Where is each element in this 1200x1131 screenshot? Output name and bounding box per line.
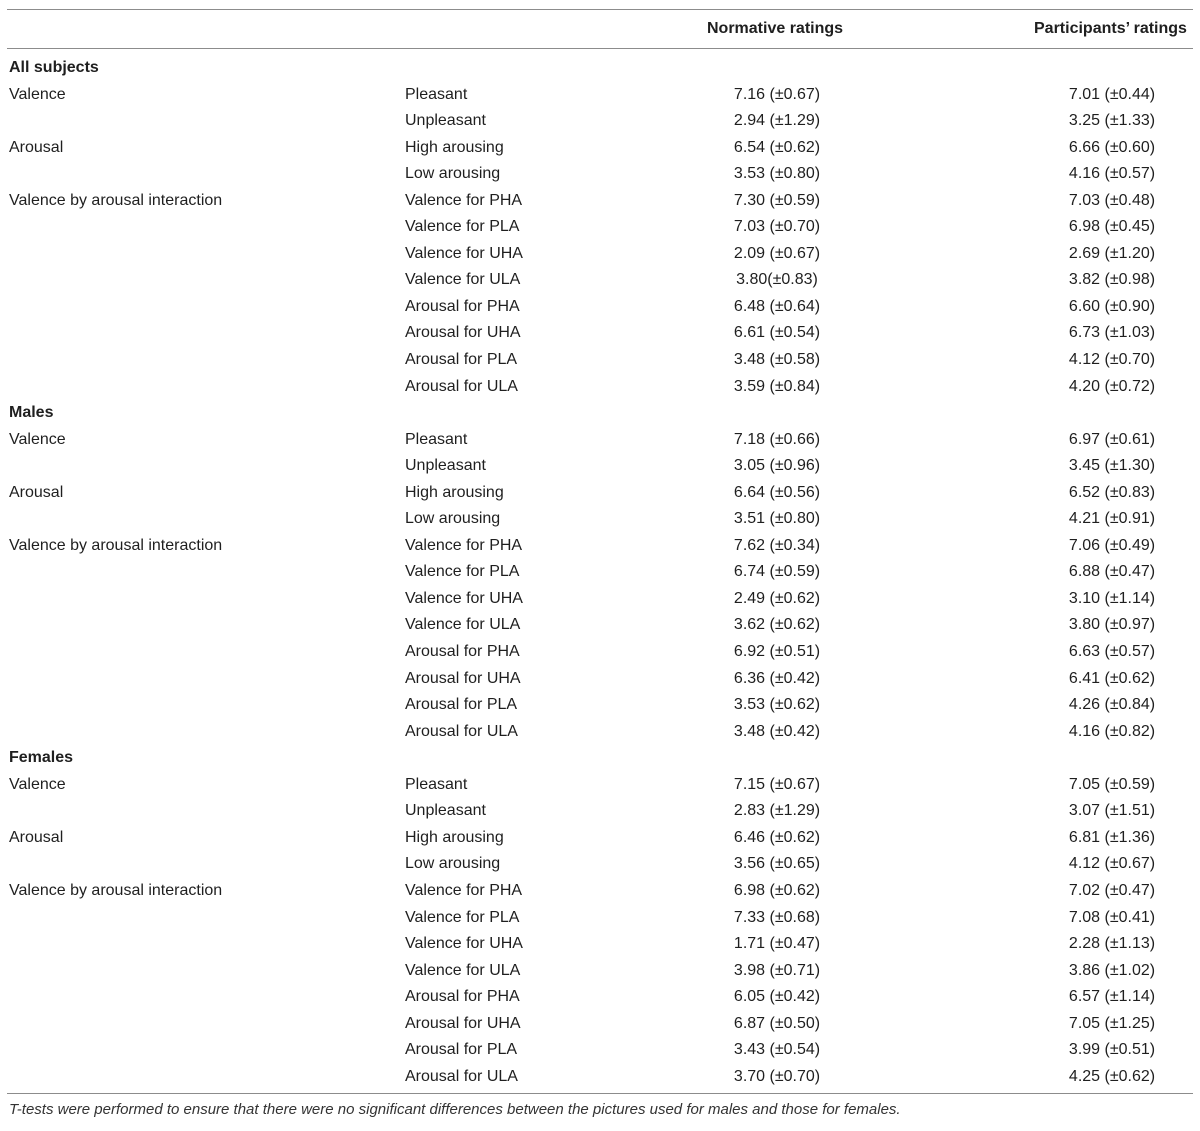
condition-cell: Unpleasant	[405, 112, 486, 130]
normative-value-cell: 3.98 (±0.71)	[733, 961, 821, 979]
condition-cell: Arousal for ULA	[405, 377, 518, 395]
table-row	[0, 161, 1200, 188]
participants-value-cell: 3.10 (±1.14)	[1068, 589, 1156, 607]
condition-cell: Arousal for PHA	[405, 988, 520, 1006]
category-cell: Valence by arousal interaction	[9, 536, 223, 554]
table-row	[0, 267, 1200, 294]
normative-value-cell: 3.80(±0.83)	[736, 271, 818, 289]
condition-cell: Valence for ULA	[405, 271, 521, 289]
category-cell: Arousal	[9, 828, 64, 846]
table-row	[0, 559, 1200, 586]
normative-value-cell: 6.64 (±0.56)	[733, 483, 821, 501]
normative-value-cell: 3.53 (±0.80)	[733, 165, 821, 183]
condition-cell: Pleasant	[405, 430, 468, 448]
table-row	[0, 931, 1200, 958]
condition-cell: Pleasant	[405, 775, 468, 793]
table-row	[0, 241, 1200, 268]
participants-value-cell: 6.88 (±0.47)	[1068, 563, 1156, 581]
table-row	[0, 188, 1200, 215]
normative-value-cell: 3.48 (±0.58)	[733, 351, 821, 369]
condition-cell: Pleasant	[405, 85, 468, 103]
normative-value-cell: 7.18 (±0.66)	[733, 430, 821, 448]
participants-value-cell: 2.69 (±1.20)	[1068, 244, 1156, 262]
table-row	[0, 878, 1200, 905]
condition-cell: Valence for UHA	[405, 935, 523, 953]
table-row	[0, 666, 1200, 693]
participants-value-cell: 6.52 (±0.83)	[1068, 483, 1156, 501]
normative-value-cell: 7.16 (±0.67)	[733, 85, 821, 103]
condition-cell: Arousal for PHA	[405, 297, 520, 315]
table-row	[0, 480, 1200, 507]
condition-cell: Valence for PLA	[405, 908, 520, 926]
table-row	[0, 612, 1200, 639]
category-cell: Valence by arousal interaction	[9, 881, 223, 899]
table-row	[0, 135, 1200, 162]
table-row	[0, 82, 1200, 109]
normative-value-cell: 6.87 (±0.50)	[733, 1014, 821, 1032]
condition-cell: Arousal for UHA	[405, 1014, 521, 1032]
participants-value-cell: 6.97 (±0.61)	[1068, 430, 1156, 448]
normative-value-cell: 6.54 (±0.62)	[733, 138, 821, 156]
table-row	[0, 453, 1200, 480]
normative-value-cell: 3.62 (±0.62)	[733, 616, 821, 634]
condition-cell: Valence for UHA	[405, 589, 523, 607]
normative-value-cell: 3.59 (±0.84)	[733, 377, 821, 395]
participants-value-cell: 2.28 (±1.13)	[1068, 935, 1156, 953]
section-label: All subjects	[9, 59, 99, 76]
normative-value-cell: 6.98 (±0.62)	[733, 881, 821, 899]
table-row	[0, 506, 1200, 533]
normative-value-cell: 2.09 (±0.67)	[733, 244, 821, 262]
table-row	[0, 798, 1200, 825]
normative-value-cell: 3.56 (±0.65)	[733, 855, 821, 873]
condition-cell: Valence for PHA	[405, 536, 523, 554]
table-row	[0, 825, 1200, 852]
participants-value-cell: 3.82 (±0.98)	[1068, 271, 1156, 289]
condition-cell: High arousing	[405, 138, 504, 156]
normative-value-cell: 3.43 (±0.54)	[733, 1041, 821, 1059]
condition-cell: High arousing	[405, 828, 504, 846]
condition-cell: Valence for PHA	[405, 881, 523, 899]
normative-value-cell: 7.33 (±0.68)	[733, 908, 821, 926]
table-row	[0, 851, 1200, 878]
participants-value-cell: 3.45 (±1.30)	[1068, 457, 1156, 475]
table-body	[0, 55, 1200, 1090]
participants-value-cell: 3.86 (±1.02)	[1068, 961, 1156, 979]
normative-value-cell: 6.36 (±0.42)	[733, 669, 821, 687]
table-row	[0, 1064, 1200, 1091]
participants-value-cell: 6.98 (±0.45)	[1068, 218, 1156, 236]
table-footnote: T-tests were performed to ensure that there were no significant differences between the pictures used for males and those for females.	[9, 1101, 901, 1118]
normative-value-cell: 7.03 (±0.70)	[733, 218, 821, 236]
condition-cell: Valence for PHA	[405, 191, 523, 209]
category-cell: Valence	[9, 775, 66, 793]
condition-cell: Arousal for PLA	[405, 1041, 518, 1059]
condition-cell: Unpleasant	[405, 457, 486, 475]
normative-value-cell: 7.62 (±0.34)	[733, 536, 821, 554]
normative-value-cell: 3.53 (±0.62)	[733, 696, 821, 714]
section-heading-row	[0, 55, 1200, 82]
participants-value-cell: 6.60 (±0.90)	[1068, 297, 1156, 315]
participants-value-cell: 3.80 (±0.97)	[1068, 616, 1156, 634]
participants-value-cell: 6.63 (±0.57)	[1068, 643, 1156, 661]
section-label: Males	[9, 404, 54, 422]
condition-cell: Valence for ULA	[405, 961, 521, 979]
normative-value-cell: 2.49 (±0.62)	[733, 589, 821, 607]
normative-value-cell: 3.70 (±0.70)	[733, 1067, 821, 1085]
condition-cell: Valence for PLA	[405, 563, 520, 581]
table-row	[0, 1011, 1200, 1038]
participants-value-cell: 6.66 (±0.60)	[1068, 138, 1156, 156]
table-row	[0, 586, 1200, 613]
table-row	[0, 427, 1200, 454]
condition-cell: Low arousing	[405, 855, 501, 873]
section-label: Females	[9, 749, 74, 767]
condition-cell: Arousal for PLA	[405, 696, 518, 714]
condition-cell: Arousal for ULA	[405, 722, 518, 740]
condition-cell: Unpleasant	[405, 802, 486, 820]
condition-cell: Low arousing	[405, 165, 501, 183]
participants-value-cell: 4.21 (±0.91)	[1068, 510, 1156, 528]
category-cell: Valence by arousal interaction	[9, 191, 223, 209]
table-row	[0, 347, 1200, 374]
condition-cell: Low arousing	[405, 510, 501, 528]
participants-value-cell: 7.08 (±0.41)	[1068, 908, 1156, 926]
normative-value-cell: 3.51 (±0.80)	[733, 510, 821, 528]
table-row	[0, 692, 1200, 719]
table-row	[0, 984, 1200, 1011]
normative-value-cell: 6.61 (±0.54)	[733, 324, 821, 342]
header-rule	[7, 48, 1193, 49]
category-cell: Arousal	[9, 138, 64, 156]
condition-cell: Arousal for PLA	[405, 351, 518, 369]
participants-value-cell: 7.06 (±0.49)	[1068, 536, 1156, 554]
table-row	[0, 719, 1200, 746]
condition-cell: Arousal for UHA	[405, 669, 521, 687]
participants-value-cell: 3.99 (±0.51)	[1068, 1041, 1156, 1059]
participants-value-cell: 7.05 (±0.59)	[1068, 775, 1156, 793]
table-row	[0, 772, 1200, 799]
normative-value-cell: 2.94 (±1.29)	[733, 112, 821, 130]
normative-value-cell: 6.74 (±0.59)	[733, 563, 821, 581]
normative-value-cell: 2.83 (±1.29)	[733, 802, 821, 820]
condition-cell: Arousal for ULA	[405, 1067, 518, 1085]
participants-value-cell: 3.07 (±1.51)	[1068, 802, 1156, 820]
normative-value-cell: 3.48 (±0.42)	[733, 722, 821, 740]
table-row	[0, 214, 1200, 241]
condition-cell: Valence for ULA	[405, 616, 521, 634]
normative-value-cell: 7.15 (±0.67)	[733, 775, 821, 793]
table-header	[0, 10, 1200, 48]
normative-value-cell: 6.92 (±0.51)	[733, 643, 821, 661]
participants-value-cell: 4.12 (±0.67)	[1068, 855, 1156, 873]
normative-value-cell: 1.71 (±0.47)	[733, 935, 821, 953]
category-cell: Valence	[9, 430, 66, 448]
header-participants-ratings: Participants’ ratings	[1034, 20, 1187, 37]
bottom-rule	[7, 1093, 1193, 1094]
table-row	[0, 108, 1200, 135]
normative-value-cell: 6.05 (±0.42)	[733, 988, 821, 1006]
participants-value-cell: 7.01 (±0.44)	[1068, 85, 1156, 103]
table-row	[0, 1037, 1200, 1064]
participants-value-cell: 4.20 (±0.72)	[1068, 377, 1156, 395]
category-cell: Valence	[9, 85, 66, 103]
participants-value-cell: 6.57 (±1.14)	[1068, 988, 1156, 1006]
condition-cell: Valence for UHA	[405, 244, 523, 262]
table-row	[0, 320, 1200, 347]
table-row	[0, 958, 1200, 985]
normative-value-cell: 3.05 (±0.96)	[733, 457, 821, 475]
normative-value-cell: 7.30 (±0.59)	[733, 191, 821, 209]
section-heading-row	[0, 745, 1200, 772]
participants-value-cell: 7.03 (±0.48)	[1068, 191, 1156, 209]
participants-value-cell: 7.05 (±1.25)	[1068, 1014, 1156, 1032]
normative-value-cell: 6.46 (±0.62)	[733, 828, 821, 846]
condition-cell: Valence for PLA	[405, 218, 520, 236]
condition-cell: Arousal for UHA	[405, 324, 521, 342]
participants-value-cell: 6.41 (±0.62)	[1068, 669, 1156, 687]
participants-value-cell: 3.25 (±1.33)	[1068, 112, 1156, 130]
table-row	[0, 639, 1200, 666]
participants-value-cell: 6.73 (±1.03)	[1068, 324, 1156, 342]
normative-value-cell: 6.48 (±0.64)	[733, 297, 821, 315]
participants-value-cell: 4.26 (±0.84)	[1068, 696, 1156, 714]
participants-value-cell: 4.25 (±0.62)	[1068, 1067, 1156, 1085]
header-normative-ratings: Normative ratings	[707, 20, 844, 37]
table-row	[0, 294, 1200, 321]
condition-cell: Arousal for PHA	[405, 643, 520, 661]
participants-value-cell: 4.16 (±0.82)	[1068, 722, 1156, 740]
participants-value-cell: 6.81 (±1.36)	[1068, 828, 1156, 846]
category-cell: Arousal	[9, 483, 64, 501]
participants-value-cell: 4.12 (±0.70)	[1068, 351, 1156, 369]
table-row	[0, 905, 1200, 932]
table-row	[0, 374, 1200, 401]
participants-value-cell: 7.02 (±0.47)	[1068, 881, 1156, 899]
participants-value-cell: 4.16 (±0.57)	[1068, 165, 1156, 183]
table-row	[0, 533, 1200, 560]
condition-cell: High arousing	[405, 483, 504, 501]
section-heading-row	[0, 400, 1200, 427]
